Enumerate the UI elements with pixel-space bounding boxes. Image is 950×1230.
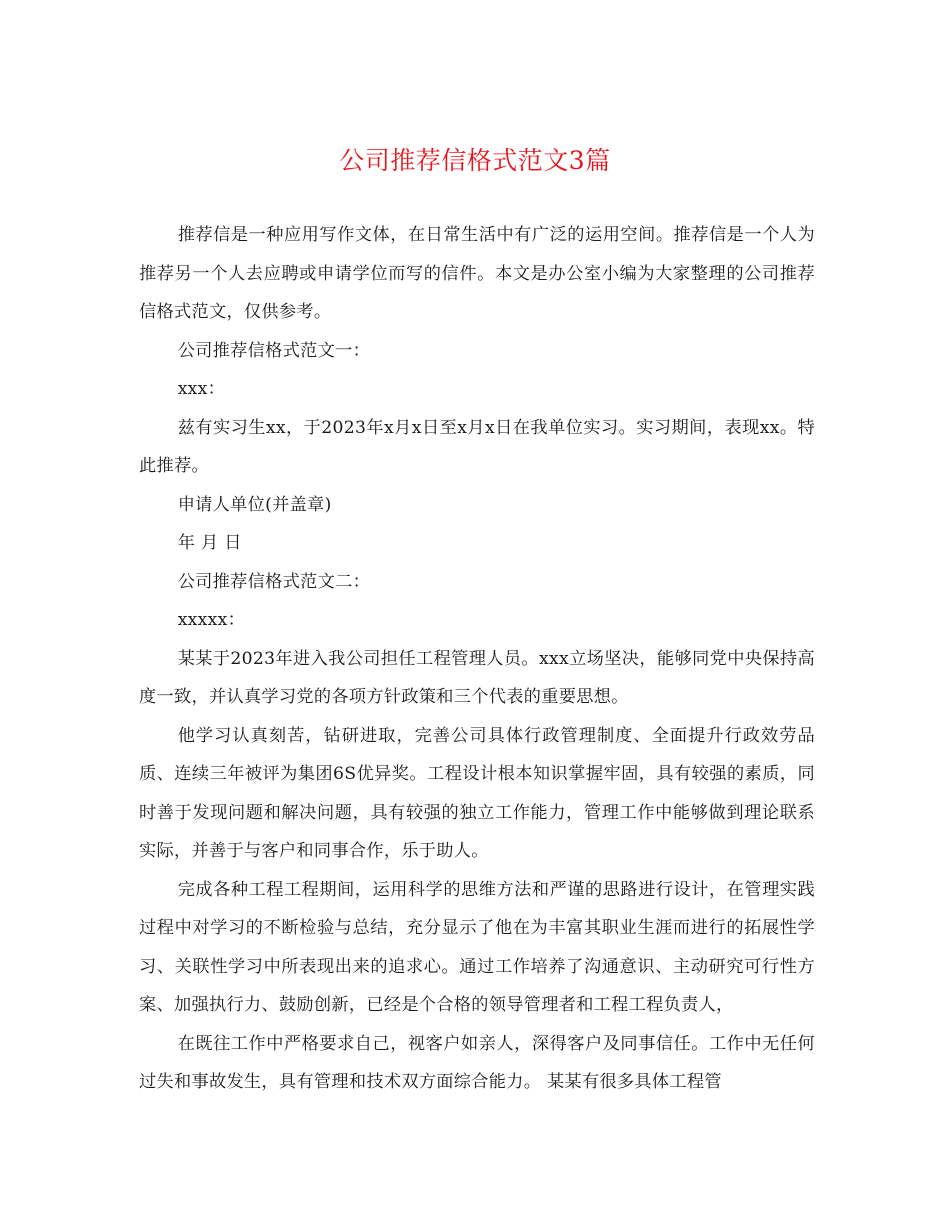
letter-two-paragraph: 某某于2023年进入我公司担任工程管理人员。xxx立场坚决，能够同党中央保持高度一致，并认真学习党的各项方针政策和三个代表的重要思想。 (139, 648, 815, 707)
letter-one-body: 兹有实习生xx，于2023年x月x日至x月x日在我单位实习。实习期间，表现xx。特此推荐。 (139, 417, 815, 476)
section-heading-one: 公司推荐信格式范文一： (177, 340, 371, 361)
letter-two-paragraph: 他学习认真刻苦，钻研进取，完善公司具体行政管理制度、全面提升行政效劳品质、连续三年被评为集团6S优异奖。工程设计根本知识掌握牢固，具有较强的素质，同时善于发现问题和解决问题，具有较强的独立工作能力，管理工作中能够做到理论联系实际，并善于与客户和同事合作，乐于助人。 (139, 725, 815, 861)
letter-one-signature: 申请人单位(并盖章) (177, 494, 332, 515)
letter-two-paragraph: 完成各种工程工程期间，运用科学的思维方法和严谨的思路进行设计，在管理实践过程中对学习的不断检验与总结，充分显示了他在为丰富其职业生涯而进行的拓展性学习、关联性学习中所表现出来的追求心。通过工作培养了沟通意识、主动研究可行性方案、加强执行力、鼓励创新，已经是个合格的领导管理者和工程工程负责人， (139, 879, 815, 1015)
salutation-two: xxxxx： (177, 610, 246, 630)
letter-two-paragraph: 在既往工作中严格要求自己，视客户如亲人，深得客户及同事信任。工作中无任何过失和事故发生，具有管理和技术双方面综合能力。 某某有很多具体工程管 (139, 1033, 815, 1092)
salutation-one: xxx： (177, 379, 226, 399)
document-title: 公司推荐信格式范文3篇 (339, 146, 611, 175)
letter-one-date: 年 月 日 (177, 533, 242, 553)
intro-paragraph: 推荐信是一种应用写作文体，在日常生活中有广泛的运用空间。推荐信是一个人为推荐另一个人去应聘或申请学位而写的信件。本文是办公室小编为大家整理的公司推荐信格式范文，仅供参考。 (139, 225, 815, 322)
section-heading-two: 公司推荐信格式范文二： (177, 571, 371, 592)
document-body (139, 216, 815, 1102)
